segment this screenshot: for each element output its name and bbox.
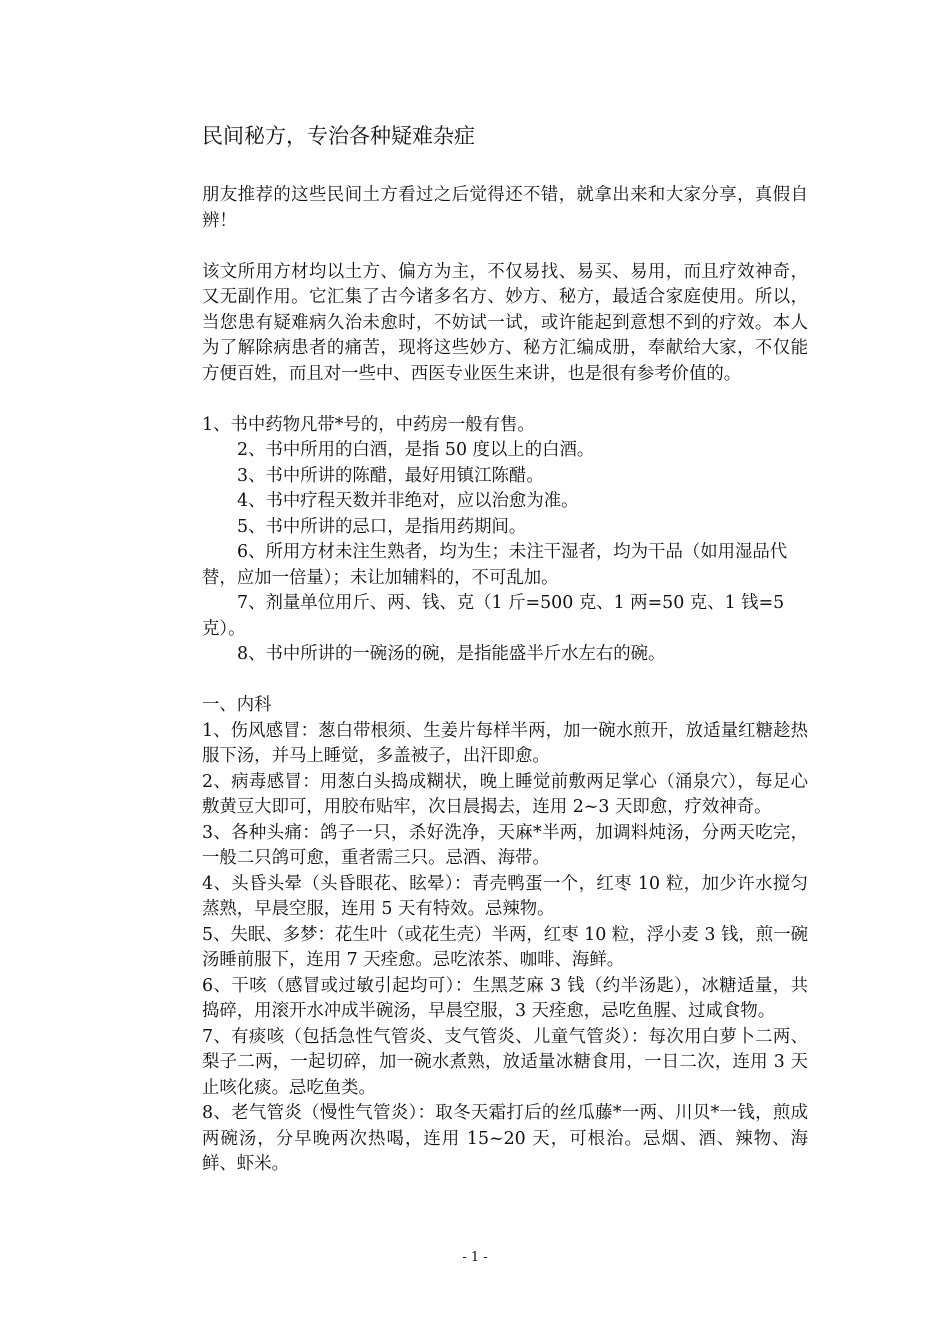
note-item: 5、书中所讲的忌口，是指用药期间。 <box>237 516 527 537</box>
note-item: 8、书中所讲的一碗汤的碗，是指能盛半斤水左右的碗。 <box>237 644 666 664</box>
note-item: 1、书中药物凡带*号的，中药房一般有售。 <box>202 414 535 435</box>
note-item: 7、剂量单位用斤、两、钱、克（1 斤=500 克、1 两=50 克、1 钱=5 克）。 <box>202 593 785 639</box>
remedies-list <box>202 719 808 1178</box>
notes-list <box>202 413 808 668</box>
remedy-item: 5、失眠、多梦：花生叶（或花生壳）半两，红枣 10 粒，浮小麦 3 钱，煎一碗汤睡前服下，连用 7 天痊愈。忌吃浓茶、咖啡、海鲜。 <box>202 924 808 970</box>
remedy-item: 3、各种头痛：鸽子一只，杀好洗净，天麻*半两，加调料炖汤，分两天吃完，一般二只鸽可愈，重者需三只。忌酒、海带。 <box>202 822 808 868</box>
document-body <box>202 183 808 1178</box>
paragraph-spacer <box>202 234 808 260</box>
intro-paragraph: 朋友推荐的这些民间土方看过之后觉得还不错，就拿出来和大家分享，真假自辨！ <box>202 185 808 231</box>
paragraph-spacer <box>202 387 808 413</box>
remedy-item: 8、老气管炎（慢性气管炎）：取冬天霜打后的丝瓜藤*一两、川贝*一钱，煎成两碗汤，分早晚两次热喝，连用 15~20 天，可根治。忌烟、酒、辣物、海鲜、虾米。 <box>202 1103 808 1174</box>
page-title: 民间秘方，专治各种疑难杂症 <box>202 124 475 148</box>
note-item: 3、书中所讲的陈醋，最好用镇江陈醋。 <box>237 465 544 486</box>
paragraph-spacer <box>202 668 808 694</box>
note-item: 6、所用方材未注生熟者，均为生；未注干湿者，均为干品（如用湿品代替，应加一倍量）；未让加辅料的，不可乱加。 <box>202 542 788 588</box>
remedy-item: 4、头昏头晕（头昏眼花、眩晕）：青壳鸭蛋一个，红枣 10 粒，加少许水搅匀蒸熟，早晨空服，连用 5 天有特效。忌辣物。 <box>202 873 808 919</box>
note-item: 2、书中所用的白酒，是指 50 度以上的白酒。 <box>237 440 595 460</box>
section-heading: 一、内科 <box>202 695 272 715</box>
remedy-item: 1、伤风感冒：葱白带根须、生姜片每样半两，加一碗水煎开，放适量红糖趁热服下汤，并马上睡觉，多盖被子，出汗即愈。 <box>202 720 808 766</box>
remedy-item: 6、干咳（感冒或过敏引起均可）：生黑芝麻 3 钱（约半汤匙），冰糖适量，共捣碎，用滚开水冲成半碗汤，早晨空服，3 天痊愈，忌吃鱼腥、过咸食物。 <box>202 975 808 1021</box>
note-item: 4、书中疗程天数并非绝对，应以治愈为准。 <box>237 491 579 511</box>
description-paragraph: 该文所用方材均以土方、偏方为主，不仅易找、易买、易用，而且疗效神奇，又无副作用。它汇集了古今诸多名方、妙方、秘方，最适合家庭使用。所以，当您患有疑难病久治未愈时，不妨试一试，或许能起到意想不到的疗效。本人为了解除病患者的痛苦，现将这些妙方、秘方汇编成册，奉献给大家，不仅能方便百姓，而且对一些中、西医专业医生来讲，也是很有参考价值的。 <box>202 261 808 384</box>
page-number: - 1 - <box>462 1250 488 1265</box>
remedy-item: 2、病毒感冒：用葱白头捣成糊状，晚上睡觉前敷两足掌心（涌泉穴），每足心敷黄豆大即可，用胶布贴牢，次日晨揭去，连用 2~3 天即愈，疗效神奇。 <box>202 771 808 817</box>
remedy-item: 7、有痰咳（包括急性气管炎、支气管炎、儿童气管炎）：每次用白萝卜二两、梨子二两，一起切碎，加一碗水煮熟，放适量冰糖食用，一日二次，连用 3 天止咳化痰。忌吃鱼类。 <box>202 1026 808 1098</box>
